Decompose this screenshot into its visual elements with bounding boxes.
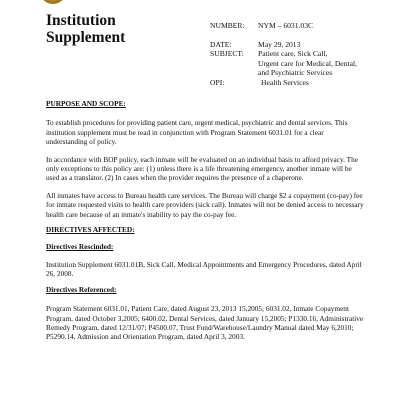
document-title: [46, 12, 125, 46]
referenced-text: Program Statement 6031.01, Patient Care, dated August 23, 2013 15,2005; 6031.02, Inmate Copayment Program, dated October 3,2005; 6400.02, Dental Services, dated January 15,2005; P1330.16, Administrative Remedy Program, dated 12/31/07; P4500.07, Trust Fund/Warehouse/Laundry Manual dated May 6,2010; P5290.14, Admission and Orientation Program, dated April 3, 2003.: [46, 304, 364, 342]
opi-value: Health Services: [261, 77, 309, 87]
subject-label: SUBJECT:: [210, 49, 244, 59]
directives-referenced-heading: Directives Referenced:: [46, 284, 117, 294]
title-line-1: Institution: [46, 12, 116, 29]
purpose-paragraph-3: All inmates have access to Bureau health care services. The Bureau will charge $2 a copayment (co-pay) fee for inmate requested visits to health care providers (sick call). Inmates will not be denied access to necessary health care because of an inmate's inability to pay the co-pay fee.: [46, 190, 364, 219]
date-label: DATE:: [210, 39, 232, 49]
opi-row: [210, 78, 400, 88]
opi-label: OPI:: [210, 77, 225, 87]
purpose-heading: PURPOSE AND SCOPE:: [46, 99, 126, 108]
purpose-paragraph-2: In accordance with BOP policy, each inmate will be evaluated on an individual basis to afford privacy. The only exceptions to this policy are: (1) unless there is a life threatening emergency, another inmate will be used as a translator. (2) In cases when the provider requires the presence of a chaperone.: [46, 154, 358, 183]
subject-line: and Psychiatric Services: [258, 68, 333, 78]
subject-value: [258, 49, 400, 78]
subject-line: Urgent care for Medical, Dental,: [258, 58, 357, 68]
date-value: May 29, 2013: [258, 39, 301, 49]
date-row: [210, 40, 400, 50]
subject-line: Patient care, Sick Call,: [258, 49, 328, 59]
purpose-paragraph-1: To establish procedures for providing patient care, urgent medical, psychiatric and dental services. This institution supplement must be read in conjunction with Program Statement 6031.01 for a clear understanding of policy.: [46, 118, 348, 147]
agency-seal-icon: [40, 0, 66, 4]
directives-affected-heading: DIRECTIVES AFFECTED:: [46, 225, 135, 235]
number-label: NUMBER:: [210, 21, 245, 30]
document-metadata: [210, 21, 400, 88]
rescinded-text: Institution Supplement 6031.01B, Sick Call, Medical Appointments and Emergency Procedures, dated April 26, 2008.: [46, 259, 362, 279]
title-line-2: Supplement: [46, 29, 126, 46]
document-body: [46, 99, 364, 342]
number-row: [210, 21, 400, 31]
subject-row: [210, 49, 400, 78]
directives-rescinded-heading: Directives Rescinded:: [46, 242, 114, 252]
number-value: NYM – 6031.03C: [258, 21, 314, 30]
